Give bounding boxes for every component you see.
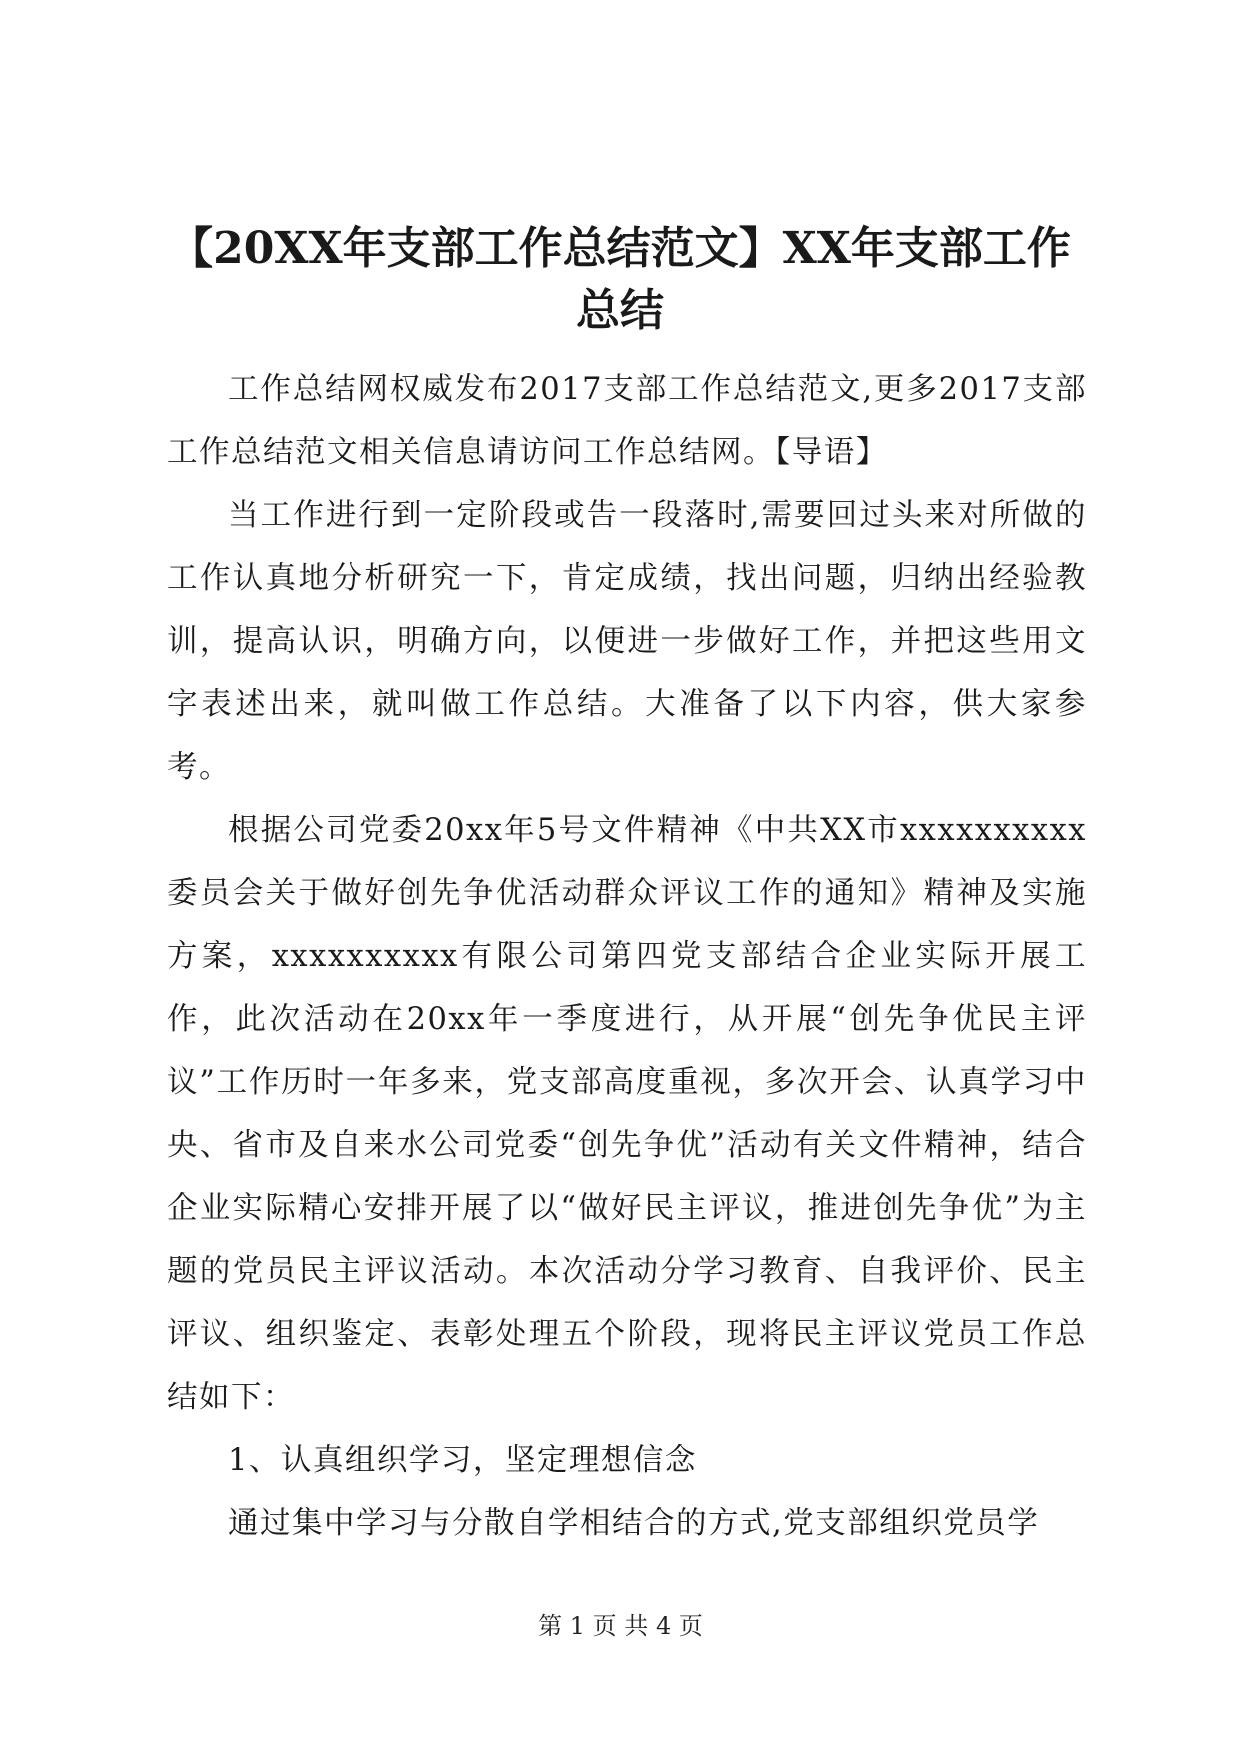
paragraph-main: 根据公司党委20xx年5号文件精神《中共XX市xxxxxxxxxx委员会关于做好创先争优活动群众评议工作的通知》精神及实施方案，xxxxxxxxxx有限公司第四党支部结合企业实际开展工作，此次活动在20xx年一季度进行，从开展“创先争优民主评议”工作历时一年多来，党支部高度重视，多次开会、认真学习中央、省市及自来水公司党委“创先争优”活动有关文件精神，结合企业实际精心安排开展了以“做好民主评议，推进创先争优”为主题的党员民主评议活动。本次活动分学习教育、自我评价、民主评议、组织鉴定、表彰处理五个阶段，现将民主评议党员工作总结如下： xyxy=(167,813,1087,1415)
page-footer: 第 1 页 共 4 页 xyxy=(538,1612,703,1640)
section-heading-1: 1、认真组织学习，坚定理想信念 xyxy=(228,1443,697,1478)
document-title xyxy=(140,218,1100,342)
document-body xyxy=(167,358,1087,1555)
title-line-2: 总结 xyxy=(576,285,664,336)
paragraph-study: 通过集中学习与分散自学相结合的方式,党支部组织党员学 xyxy=(228,1506,1040,1541)
paragraph-intro: 工作总结网权威发布2017支部工作总结范文,更多2017支部工作总结范文相关信息请访问工作总结网。【导语】 xyxy=(167,372,1087,470)
title-line-1: 【20XX年支部工作总结范文】XX年支部工作 xyxy=(169,223,1071,274)
paragraph-definition: 当工作进行到一定阶段或告一段落时,需要回过头来对所做的工作认真地分析研究一下，肯定成绩，找出问题，归纳出经验教训，提高认识，明确方向，以便进一步做好工作，并把这些用文字表述出来，就叫做工作总结。大准备了以下内容，供大家参考。 xyxy=(167,498,1087,785)
